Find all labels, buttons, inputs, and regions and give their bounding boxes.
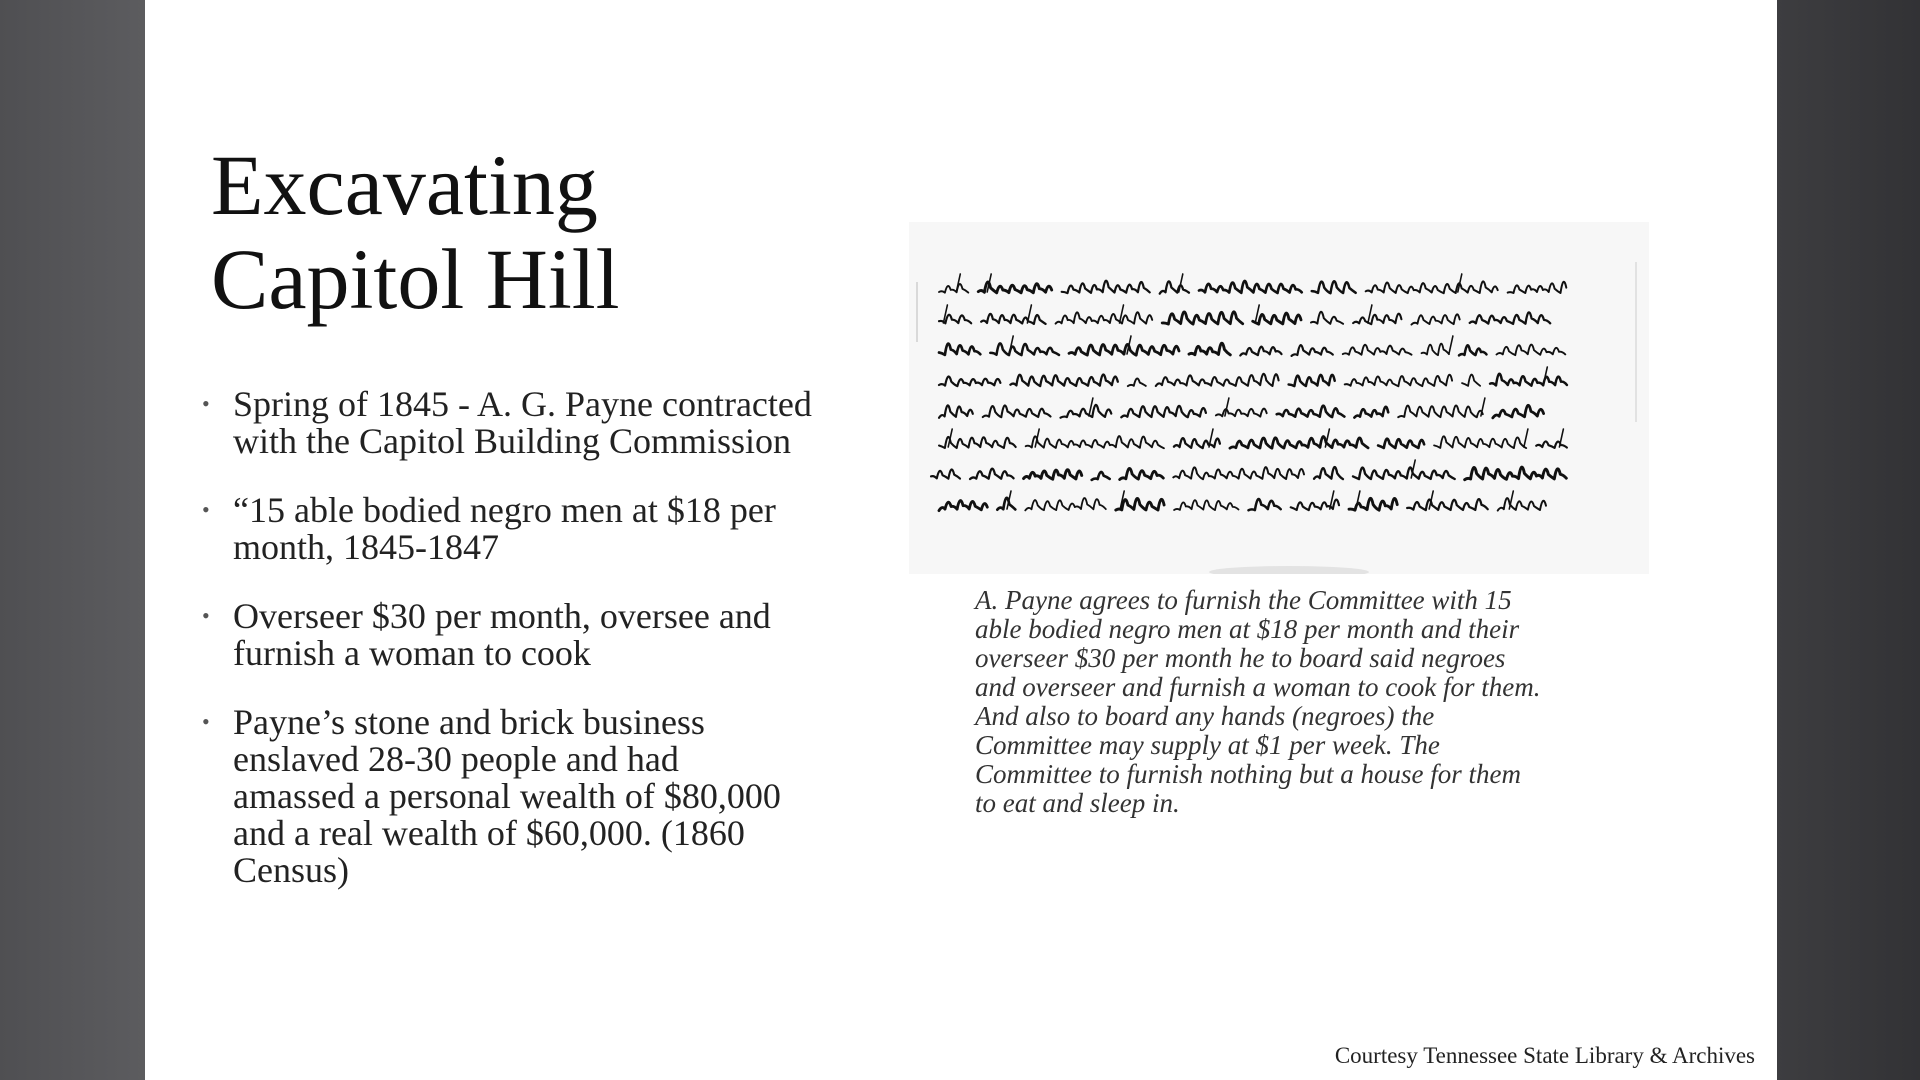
bullet-item-overseer [197, 598, 1057, 672]
transcription-line: Committee may supply at $1 per week. The [975, 730, 1440, 760]
bullet-text: Payne’s stone and brick business [233, 702, 705, 742]
bullet-text: Spring of 1845 - A. G. Payne contracted [233, 384, 812, 424]
handwriting-scan [909, 222, 1649, 574]
left-sidebar-frame [0, 0, 145, 1080]
bullet-text: month, 1845-1847 [233, 527, 499, 567]
bullet-dot-icon: • [202, 603, 210, 628]
bullet-text: amassed a personal wealth of $80,000 [233, 776, 781, 816]
bullet-dot-icon: • [202, 497, 210, 522]
transcription-line: A. Payne agrees to furnish the Committee with 15 [975, 585, 1512, 615]
bullet-text: Overseer $30 per month, oversee and [233, 596, 771, 636]
transcription-line: able bodied negro men at $18 per month and their [975, 614, 1520, 644]
transcription-line: Committee to furnish nothing but a house for them [975, 759, 1521, 789]
transcription-line: And also to board any hands (negroes) the [975, 701, 1435, 731]
bullet-text: “15 able bodied negro men at $18 per [233, 490, 776, 530]
bullet-text: and a real wealth of $60,000. (1860 [233, 813, 745, 853]
presentation-slide [145, 0, 1777, 1080]
bullet-dot-icon: • [202, 709, 210, 734]
image-credit: Courtesy Tennessee State Library & Archives [1334, 1043, 1755, 1068]
document-transcription [975, 586, 1675, 818]
slide-title-line-1: Excavating [211, 137, 598, 233]
bullet-dot-icon: • [202, 391, 210, 416]
slide-title [211, 138, 911, 326]
transcription-line: and overseer and furnish a woman to cook for them. [975, 672, 1541, 702]
transcription-line: overseer $30 per month he to board said negroes [975, 643, 1506, 673]
handwritten-document-image [909, 222, 1649, 574]
bullet-text: Census) [233, 850, 349, 890]
bullet-text: enslaved 28-30 people and had [233, 739, 679, 779]
bullet-item-business [197, 704, 1057, 889]
slide-title-line-2: Capitol Hill [211, 231, 620, 327]
bullet-text: furnish a woman to cook [233, 633, 591, 673]
bullet-text: with the Capitol Building Commission [233, 421, 792, 461]
right-sidebar-frame [1777, 0, 1920, 1080]
transcription-line: to eat and sleep in. [975, 788, 1180, 818]
